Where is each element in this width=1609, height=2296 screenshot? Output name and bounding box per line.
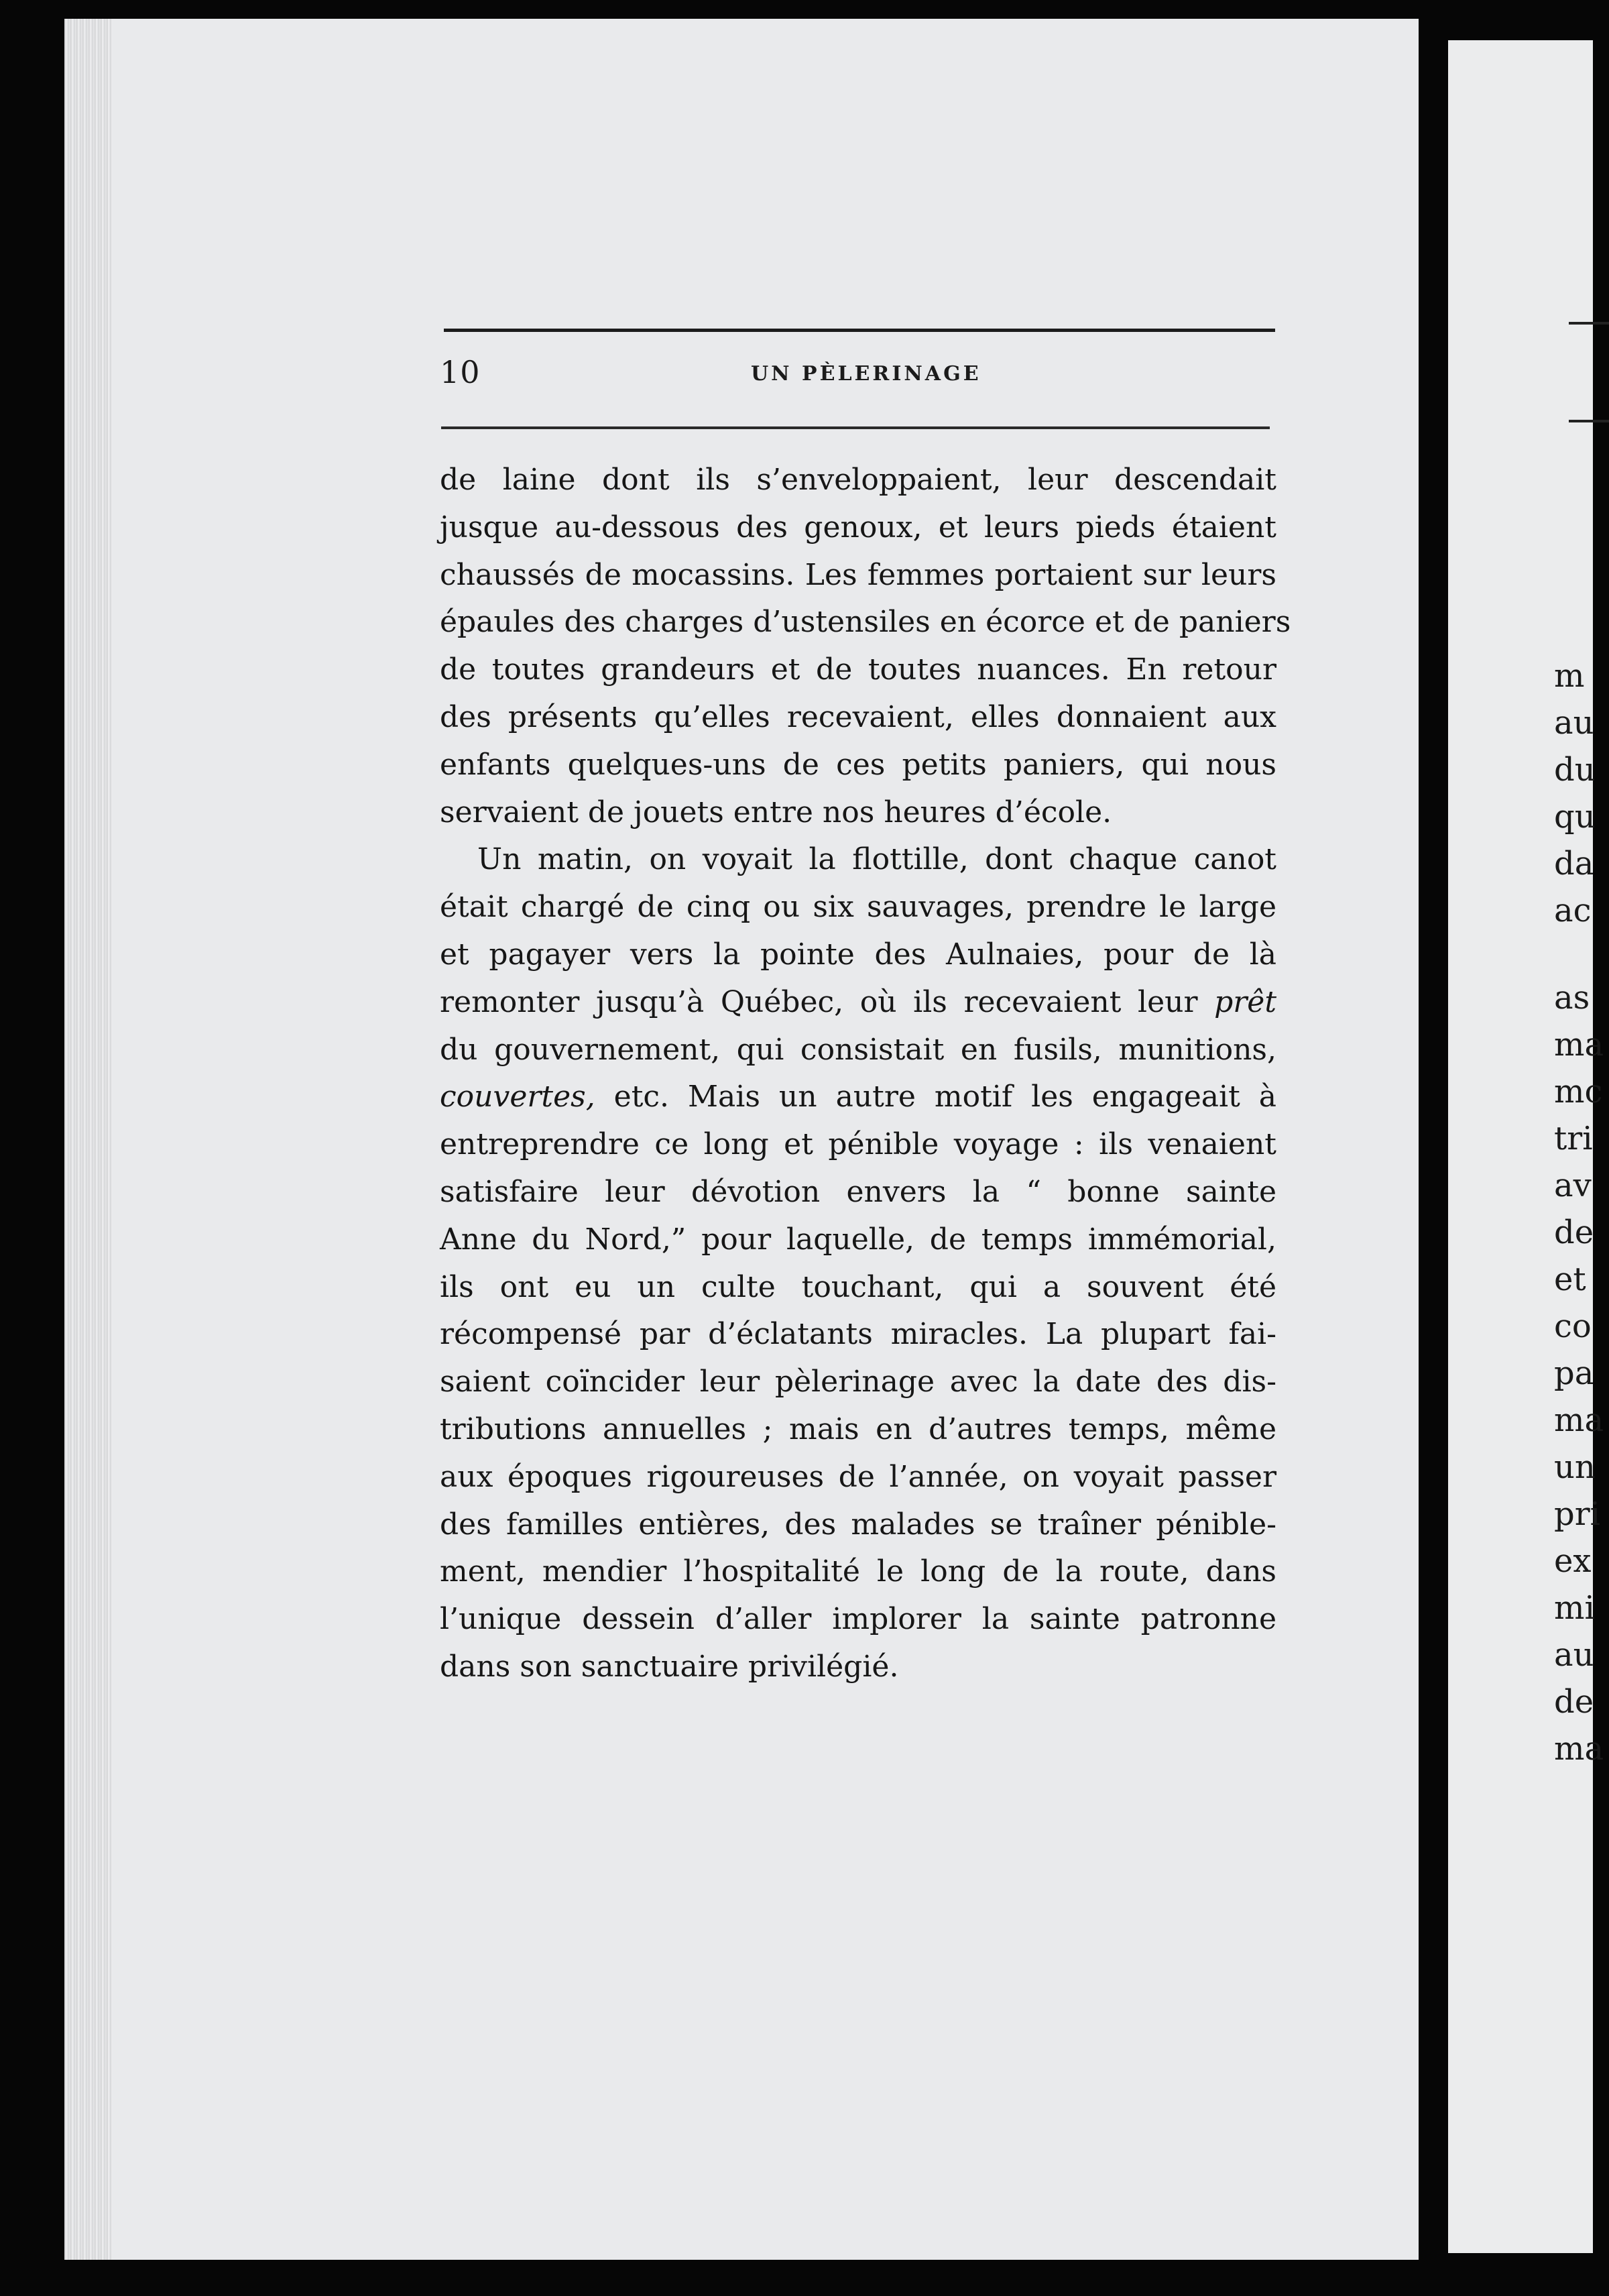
paragraph [440, 836, 1276, 1690]
facing-page-fragment: au [1554, 1636, 1594, 1674]
text-run: remonter jusqu’à Québec, où ils recevaient leur [440, 984, 1215, 1019]
italic-word: couvertes, [440, 1080, 595, 1114]
text-line: Anne du Nord,” pour laquelle, de temps immémorial, [440, 1222, 1276, 1257]
facing-page-fragment: ma [1554, 1730, 1604, 1768]
facing-page-fragment: mc [1554, 1073, 1603, 1110]
text-line: servaient de jouets entre nos heures d’école. [440, 795, 1112, 829]
facing-page-fragment: mi [1554, 1589, 1595, 1627]
text-line: entreprendre ce long et pénible voyage : ils venaient [440, 1127, 1276, 1162]
header-top-rule [444, 329, 1275, 332]
facing-page-fragment: ma [1554, 1026, 1604, 1064]
text-line: récompensé par d’éclatants miracles. La plupart fai- [440, 1317, 1276, 1352]
text-line: chaussés de mocassins. Les femmes portaient sur leurs [440, 557, 1276, 592]
text-line [440, 1074, 1276, 1121]
paragraph [440, 457, 1291, 836]
text-line: dans son sanctuaire privilégié. [440, 1649, 899, 1684]
running-title: UN PÈLERINAGE [751, 362, 981, 386]
page-edge-stack [64, 19, 111, 2260]
text-line: ils ont eu un culte touchant, qui a souvent été [440, 1269, 1276, 1304]
facing-page-fragment: av [1554, 1167, 1592, 1204]
text-line: et pagayer vers la pointe des Aulnaies, pour de là [440, 937, 1276, 972]
text-line [440, 979, 1276, 1027]
facing-page-fragment: da [1554, 845, 1594, 882]
body-text [440, 457, 1291, 1691]
text-line: des présents qu’elles recevaient, elles donnaient aux [440, 699, 1276, 734]
facing-page-fragment: co [1554, 1308, 1592, 1345]
text-line: jusque au-dessous des genoux, et leurs pieds étaient [440, 510, 1276, 544]
page-number: 10 [440, 354, 481, 390]
facing-page-fragment: pa [1554, 1355, 1594, 1392]
text-line: l’unique dessein d’aller implorer la sainte patronne [440, 1602, 1276, 1637]
facing-page-fragment: ex [1554, 1542, 1592, 1580]
facing-page-fragment: du [1554, 751, 1596, 789]
facing-page-fragment: ma [1554, 1401, 1604, 1439]
facing-page-fragment: tri [1554, 1120, 1593, 1157]
facing-page-fragment: m [1554, 657, 1585, 695]
italic-word: prêt [1214, 984, 1276, 1019]
text-line: Un matin, on voyait la flottille, dont chaque canot [477, 842, 1276, 877]
text-line: aux époques rigoureuses de l’année, on voyait passer [440, 1459, 1276, 1494]
text-line: enfants quelques-uns de ces petits paniers, qui nous [440, 747, 1276, 782]
text-run: etc. Mais un autre motif les engageait à [595, 1080, 1276, 1114]
text-line: saient coïncider leur pèlerinage avec la date des dis- [440, 1365, 1276, 1399]
facing-page-fragment: au [1554, 704, 1594, 742]
facing-page-rule [1569, 420, 1609, 422]
facing-page-fragment: de [1554, 1683, 1594, 1721]
facing-page-rule [1569, 322, 1609, 325]
facing-page-fragment: de [1554, 1214, 1594, 1251]
text-line: épaules des charges d’ustensiles en écorce et de paniers [440, 605, 1291, 640]
text-line: était chargé de cinq ou six sauvages, prendre le large [440, 890, 1276, 925]
text-line: du gouvernement, qui consistait en fusils, munitions, [440, 1032, 1276, 1067]
facing-page-fragment: as [1554, 979, 1590, 1017]
text-line: ment, mendier l’hospitalité le long de la route, dans [440, 1554, 1276, 1589]
text-line: de toutes grandeurs et de toutes nuances. En retour [440, 652, 1276, 687]
text-line: de laine dont ils s’enveloppaient, leur descendait [440, 463, 1276, 497]
facing-page [1448, 40, 1604, 2253]
facing-page-fragment: et [1554, 1261, 1586, 1298]
facing-page-fragment: un [1554, 1448, 1596, 1486]
text-line: des familles entières, des malades se traîner pénible- [440, 1507, 1276, 1542]
text-line: tributions annuelles ; mais en d’autres temps, même [440, 1412, 1276, 1446]
facing-page-fragment: pri [1554, 1495, 1601, 1533]
facing-page-fragment: ac [1554, 892, 1592, 929]
header-bottom-rule [441, 426, 1270, 429]
facing-page-fragment: qu [1554, 798, 1596, 836]
text-line: satisfaire leur dévotion envers la “ bonne sainte [440, 1174, 1276, 1209]
